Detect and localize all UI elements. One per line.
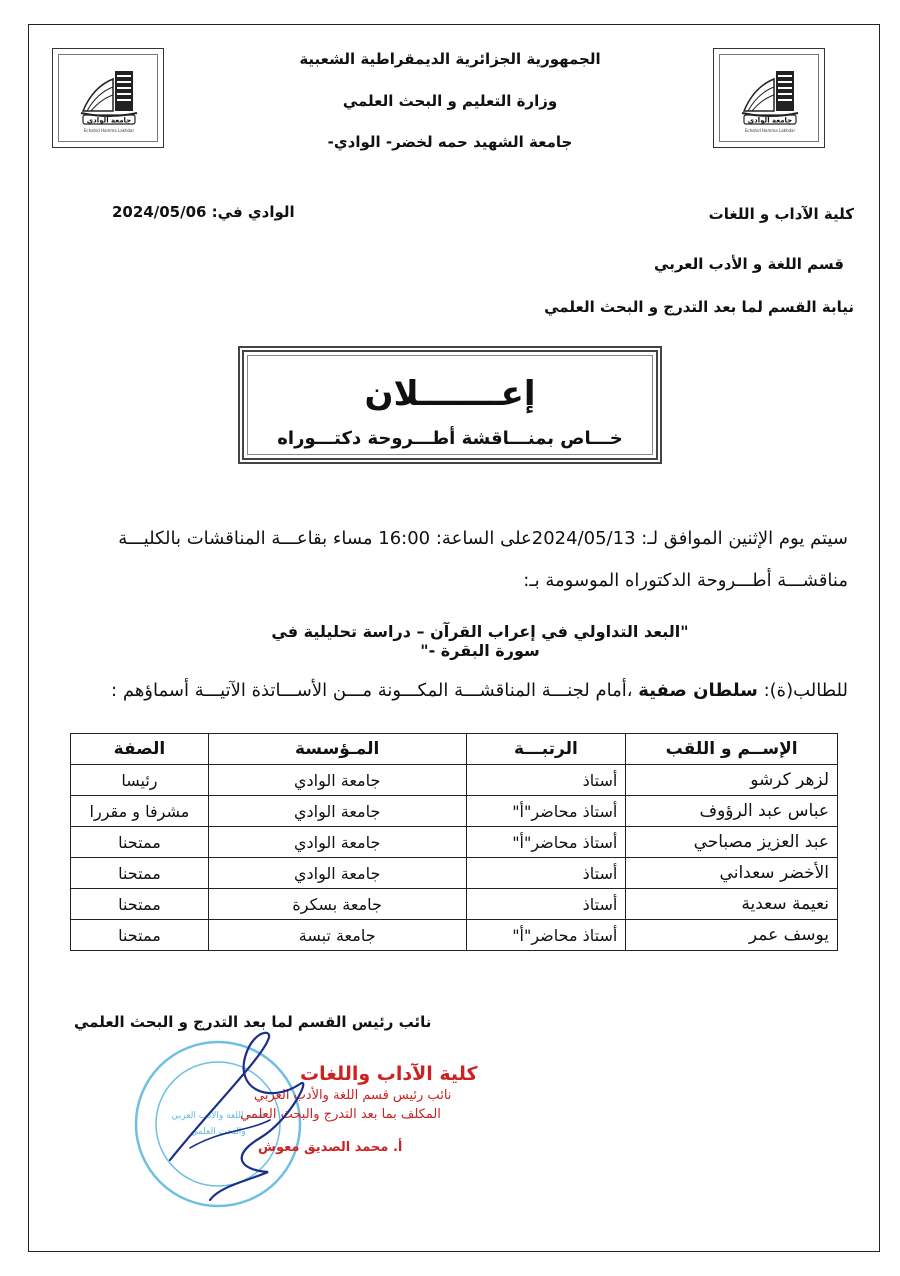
header-ministry: وزارة التعليم و البحث العلمي: [342, 92, 558, 110]
member-rank: أستاذ: [466, 889, 626, 920]
member-institution: جامعة بسكرة: [208, 889, 466, 920]
committee-intro: ،أمام لجنـــة المناقشـــة المكـــونة مـــن الأســـاتذة الآتيـــة أسماؤهم :: [111, 680, 639, 701]
member-rank: أستاذ محاضر"أ": [466, 796, 626, 827]
svg-text:جامعة الوادي: جامعة الوادي: [86, 116, 132, 125]
university-logo-icon: [714, 49, 826, 149]
office-name: نيابة القسم لما بعد التدرج و البحث العلمي: [544, 298, 854, 316]
svg-text:جامعة الوادي: جامعة الوادي: [747, 116, 793, 125]
body-line-date: سيتم يوم الإثنين الموافق لـ: 2024/05/13على الساعة: 16:00 مساء بقاعـــة المناقشات بالكليـــة: [118, 528, 848, 549]
member-name: لزهر كرشو: [626, 765, 838, 796]
thesis-title: "البعد التداولي في إعراب القرآن – دراسة تحليلية في سورة البقرة -": [271, 622, 689, 660]
table-row: [71, 858, 838, 889]
member-name: الأخضر سعداني: [626, 858, 838, 889]
column-header-role: الصفة: [71, 734, 209, 765]
svg-text:قسم اللغة والأدب العربي: قسم اللغة والأدب العربي: [171, 1111, 265, 1121]
member-rank: أستاذ: [466, 765, 626, 796]
university-logo-left: [52, 48, 164, 148]
column-header-institution: المـؤسسة: [208, 734, 466, 765]
svg-text:والبحث العلمي: والبحث العلمي: [190, 1127, 246, 1137]
svg-text:Echahid Hamma Lakhdar: Echahid Hamma Lakhdar: [744, 128, 796, 133]
signatory-title: نائب رئيس القسم لما بعد التدرج و البحث العلمي: [74, 1013, 432, 1031]
member-institution: جامعة تبسة: [208, 920, 466, 951]
member-role: ممتحنا: [71, 920, 209, 951]
seal-line-2: المكلف بما بعد التدرج والبحث العلمي: [240, 1107, 441, 1122]
table-row: [71, 920, 838, 951]
member-institution: جامعة الوادي: [208, 765, 466, 796]
member-rank: أستاذ محاضر"أ": [466, 827, 626, 858]
member-name: عباس عبد الرؤوف: [626, 796, 838, 827]
body-line-thesis-intro: مناقشـــة أطـــروحة الدكتوراه الموسومة بـ:: [523, 570, 848, 591]
place-date: الوادي في: 2024/05/06: [112, 203, 295, 221]
member-role: مشرفا و مقررا: [71, 796, 209, 827]
svg-text:Echahid Hamma Lakhdar: Echahid Hamma Lakhdar: [83, 128, 135, 133]
member-role: ممتحنا: [71, 827, 209, 858]
member-institution: جامعة الوادي: [208, 858, 466, 889]
table-row: [71, 827, 838, 858]
member-name: يوسف عمر: [626, 920, 838, 951]
table-header-row: [71, 734, 838, 765]
member-name: عبد العزيز مصباحي: [626, 827, 838, 858]
seal-faculty: كلية الآداب واللغات: [300, 1063, 478, 1085]
column-header-rank: الرتبـــة: [466, 734, 626, 765]
table-row: [71, 796, 838, 827]
column-header-name: الإســم و اللقب: [626, 734, 838, 765]
member-rank: أستاذ: [466, 858, 626, 889]
body-line-student: [111, 680, 848, 701]
member-name: نعيمة سعدية: [626, 889, 838, 920]
seal-name: أ. محمد الصديق معوش: [258, 1140, 403, 1155]
table-row: [71, 889, 838, 920]
department-name: قسم اللغة و الأدب العربي: [654, 255, 844, 273]
member-role: رئيسا: [71, 765, 209, 796]
handwritten-signature: [150, 1020, 320, 1210]
header-republic: الجمهورية الجزائرية الديمقراطية الشعبية: [299, 50, 601, 68]
faculty-name: كلية الآداب و اللغات: [708, 205, 854, 223]
announcement-subtitle: خـــاص بمنـــاقشة أطـــروحة دكتـــوراه: [277, 428, 623, 449]
member-rank: أستاذ محاضر"أ": [466, 920, 626, 951]
member-role: ممتحنا: [71, 858, 209, 889]
announcement-banner: [238, 346, 662, 464]
university-logo-right: [713, 48, 825, 148]
member-institution: جامعة الوادي: [208, 796, 466, 827]
university-logo-icon: [53, 49, 165, 149]
student-name: سلطان صفية: [638, 680, 758, 701]
announcement-title: إعـــــــلان: [364, 374, 536, 414]
seal-line-1: نائب رئيس قسم اللغة والأدب العربي: [254, 1088, 452, 1103]
header-university: جامعة الشهيد حمه لخضر- الوادي-: [327, 133, 573, 151]
table-row: [71, 765, 838, 796]
committee-table: [70, 733, 838, 951]
member-role: ممتحنا: [71, 889, 209, 920]
student-label: للطالب(ة):: [757, 680, 848, 701]
member-institution: جامعة الوادي: [208, 827, 466, 858]
